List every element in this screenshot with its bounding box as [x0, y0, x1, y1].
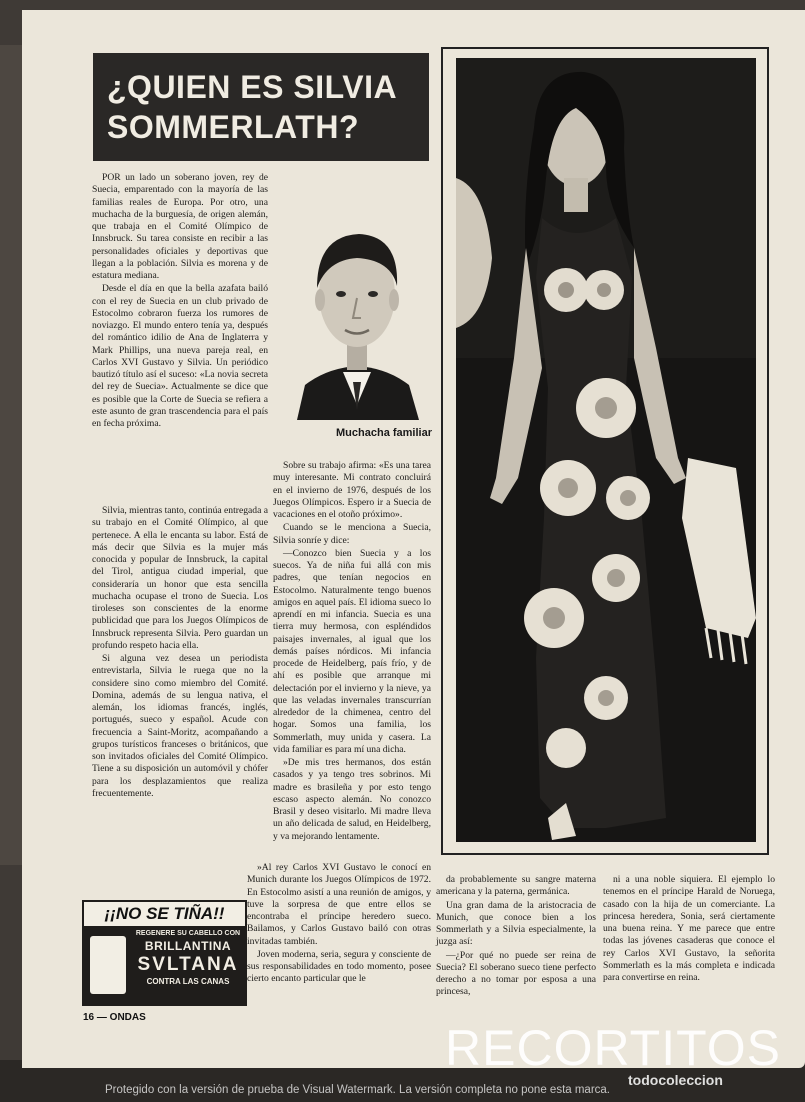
paragraph: Joven moderna, seria, segura y consciente de sus responsabilidades en todo momento, posee cierto encanto particular que le — [247, 948, 431, 985]
article-column-1 — [92, 172, 268, 431]
headline-box — [93, 53, 429, 161]
portrait-photo — [287, 200, 427, 420]
paragraph: Desde el día en que la bella azafata bailó con el rey de Suecia en un club privado de Estocolmo cobraron fuerza los rumores de noviazgo. El mundo entero tenía ya, después del romántico idilio de Ana de Inglaterra y Mark Phillips, una nueva pareja real, en Carlos XVI Gustavo y Silvia. Un periódico bautizó título así el suceso: «La novia secreta del rey de Suecia». Actualmente se dice que es posible que la Corte de Suecia se refiera a este asunto de gran trascendencia para el país en fecha próxima. — [92, 283, 268, 429]
paragraph: Una gran dama de la aristocracia de Munich, que conoce bien a los Sommerlath y a Silvia especialmente, la juzga así: — [436, 899, 596, 948]
page-number: 16 — ONDAS — [83, 1012, 146, 1023]
article-column-2-continued — [247, 862, 431, 987]
paragraph: POR un lado un soberano joven, rey de Suecia, emparentado con la mayoría de las familias reales de Europa. Por otro, una muchacha de la burguesía, de origen alemán, que trabaja en el Comité Olímpico de Innsbruck. Su tarea consiste en recibir a las personalidades oficiales y deportivas que llegan a la población. Silvia es morena y de estatura mediana. — [92, 172, 268, 281]
ad-line: REGENERE SU CABELLO CON — [135, 930, 241, 937]
article-column-4 — [603, 874, 775, 985]
paragraph: Sobre su trabajo afirma: «Es una tarea muy interesante. Mi contrato concluirá en el invierno de 1976, después de los Juegos Olímpicos. Espero ir a Suecia de vacaciones en el otoño próximo». — [273, 460, 431, 520]
paragraph: Si alguna vez desea un periodista entrevistarla, Silvia le ruega que no la considere sino como miembro del Comité. Domina, además de su lengua nativa, el alemán, los idiomas francés, inglés, portugués, sueco y español. Acude con frecuencia a Saint-Moritz, acompañando a grupos turísticos franceses o británicos, que son invitados oficiales del Comité Olímpico. Tiene a su disposición un automóvil y chófer para los desplazamientos que realiza frecuentemente. — [92, 653, 268, 799]
ad-brand: SVLTANA — [137, 954, 239, 975]
paragraph: da probablemente su sangre materna americana y la paterna, germánica. — [436, 874, 596, 898]
paragraph: »Al rey Carlos XVI Gustavo le conocí en Munich durante los Juegos Olímpicos de 1972. En Estocolmo asistí a una reunión de amigos, y tuve la sorpresa de que entre ellos se encontraba el príncipe heredero sueco. Bailamos, y Carlos Gustavo bailó con otras invitadas también. — [247, 862, 431, 947]
previous-page-edge — [0, 45, 22, 865]
paragraph: »De mis tres hermanos, dos están casados y ya tengo tres sobrinos. Mi madre es brasileña y por esto tengo escaso aspecto alemán. No conozco Brasil y deseo visitarlo. Mi madre lleva un año delicada de salud, en Heidelberg, y va mejorando lentamente. — [273, 757, 431, 842]
watermark-notice: Protegido con la versión de prueba de Visual Watermark. La versión completa no pone esta marca. — [105, 1084, 611, 1096]
paragraph: —¿Por qué no puede ser reina de Suecia? El soberano sueco tiene perfecto derecho a no tomar por esposa a una princesa, — [436, 949, 596, 998]
ad-headline: ¡¡NO SE TIÑA!! — [84, 902, 245, 926]
watermark-site: todocoleccion — [628, 1072, 723, 1088]
paragraph: —Conozco bien Suecia y a los suecos. Ya de niña fui allá con mis padres, que tenían negocios en Estocolmo. Naturalmente tengo buenos amigos en aquel país. El idioma sueco lo aprendí en mi infancia. Suecia es una tierra muy hermosa, con espléndidos paisajes invernales, al igual que los demás países nórdicos. Mi infancia procede de Heidelberg, país frío, y de ahí es posible que arranque mi delectación por el invierno y la nieve, ya que las veladas invernales transcurrían alrededor de la chimenea, centro del hogar. Somos una familia, los Sommerlath, muy unida y casera. La vida familiar es para mí una dicha. — [273, 547, 431, 755]
portrait-caption: Muchacha familiar — [336, 427, 432, 439]
ad-line: BRILLANTINA — [144, 939, 232, 953]
headline: ¿QUIEN ES SILVIA SOMMERLATH? — [107, 69, 396, 145]
article-column-3 — [436, 874, 596, 1000]
brillantina-advertisement — [82, 900, 247, 1006]
article-column-2 — [273, 460, 431, 844]
paragraph: Silvia, mientras tanto, continúa entregada a su trabajo en el Comité Olímpico, al que pertenece. A ella le encanta su labor. Está de más decir que Silvia es la mujer más conocida y popular de Innsbruck, la capital del Tirol, antigua ciudad imperial, que consideraría un honor que esta sencilla muchacha ocupase el trono de Suecia. Los tiroleses son conscientes de la enorme publicidad que para los Juegos Olímpicos de Innsbruck representa Silvia. Pero guardan un profundo respeto hacia ella. — [92, 505, 268, 651]
paragraph: ni a una noble siquiera. El ejemplo lo tenemos en el príncipe Harald de Noruega, casado con la hija de un comerciante. La princesa heredera, Sonia, será ciertamente una buena reina. Y me parece que entre todas las jóvenes casaderas que conoce el rey Carlos XVI Gustavo, la señorita Sommerlath es la más completa e indicada para convertirse en reina. — [603, 874, 775, 983]
article-column-1-continued — [92, 505, 268, 801]
ad-copy — [132, 929, 244, 988]
paragraph: Cuando se le menciona a Suecia, Silvia sonríe y dice: — [273, 522, 431, 546]
bottle-icon — [90, 936, 126, 994]
ad-line: CONTRA LAS CANAS — [146, 977, 230, 986]
watermark-brand: RECORTITOS — [445, 1020, 781, 1076]
main-photo-silvia — [456, 58, 756, 842]
